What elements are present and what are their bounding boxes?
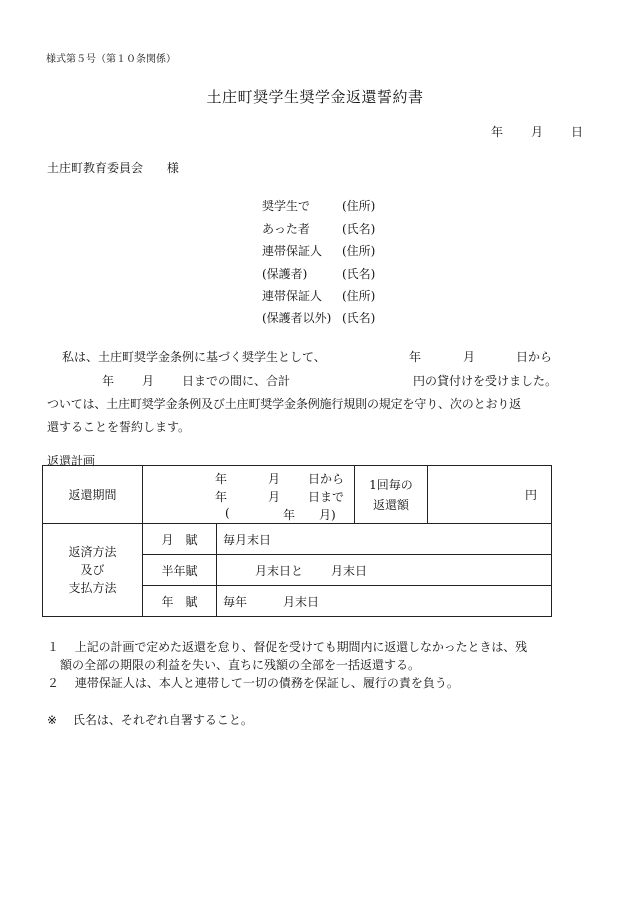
date-month: 月	[531, 125, 544, 139]
period-to-day: 日まで	[308, 489, 345, 504]
signatory-label: 奨学生で	[262, 199, 311, 213]
signatory-row	[262, 242, 322, 259]
page-title: 土庄町奨学生奨学金返還誓約書	[206, 88, 424, 106]
signatory-field[interactable]: (氏名)	[342, 222, 376, 236]
method-detail-b: 月末日	[331, 563, 368, 578]
note-text: 上記の計画で定めた返還を怠り、督促を受けても期間内に返還しなかったときは、残	[74, 640, 528, 654]
addressee-honorific: 様	[166, 161, 179, 175]
note-text: 連帯保証人は、本人と連帯して一切の債務を保証し、履行の責を負う。	[74, 676, 459, 690]
method-label-line: 及び	[80, 563, 105, 577]
signatory-row	[262, 220, 310, 237]
method-detail-a: 毎年	[223, 594, 248, 609]
method-detail[interactable]	[217, 555, 552, 586]
method-detail[interactable]	[217, 586, 552, 617]
period-paren-month: 月)	[319, 507, 336, 522]
method-detail-a: 月末日と	[255, 563, 304, 578]
footnote-text: 氏名は、それぞれ自署すること。	[72, 713, 253, 727]
period-from-year: 年	[215, 471, 228, 486]
note-number: １	[47, 640, 60, 654]
body-month-2: 月	[142, 374, 155, 388]
period-from-month: 月	[268, 471, 281, 486]
period-paren-open: (	[225, 505, 230, 520]
signatory-field[interactable]: (氏名)	[342, 267, 376, 281]
signatory-label: 連帯保証人	[262, 289, 323, 303]
footnote-mark: ※	[47, 713, 58, 727]
body-line-4: 還することを誓約します。	[47, 420, 191, 434]
signatory-field[interactable]: (氏名)	[342, 311, 376, 325]
signatory-field[interactable]: (住所)	[342, 289, 376, 303]
addressee-name: 土庄町教育委員会	[47, 161, 144, 175]
signatory-row	[262, 265, 307, 282]
table-row	[43, 466, 552, 524]
date-year: 年	[491, 125, 504, 139]
signatory-row	[262, 197, 310, 214]
method-type: 半年賦	[143, 555, 217, 586]
method-type: 年 賦	[143, 586, 217, 617]
date-day: 日	[571, 125, 584, 139]
period-to-month: 月	[268, 489, 281, 504]
method-label	[43, 524, 143, 617]
period-from-day: 日から	[308, 471, 345, 486]
per-payment-label-line: 1回毎の	[369, 477, 413, 492]
plan-section-label: 返還計画	[47, 454, 96, 468]
method-detail-a: 毎月末日	[223, 532, 272, 547]
method-detail-b: 月末日	[283, 594, 320, 609]
repayment-plan-table	[42, 465, 552, 617]
body-year-2: 年	[102, 374, 115, 388]
period-label: 返還期間	[43, 466, 143, 524]
signatory-label: あった者	[262, 222, 310, 236]
signatory-label: (保護者以外)	[262, 311, 332, 325]
body-line-1: 私は、土庄町奨学金条例に基づく奨学生として、	[62, 350, 326, 364]
period-cell[interactable]	[143, 466, 355, 524]
note-number: ２	[47, 676, 60, 690]
note-1-continued: 額の全部の期限の利益を失い、直ちに残額の全部を一括返還する。	[60, 658, 421, 672]
note-1	[47, 638, 527, 655]
body-line-3: ついては、土庄町奨学金条例及び土庄町奨学金条例施行規則の規定を守り、次のとおり返	[47, 397, 522, 411]
body-month-1: 月	[463, 350, 476, 364]
body-year-1: 年	[409, 350, 422, 364]
body-line-2b: 円の貸付けを受けました。	[413, 374, 558, 388]
footnote	[47, 711, 253, 728]
method-type: 月 賦	[143, 524, 217, 555]
table-row	[43, 524, 552, 555]
signatory-row	[262, 309, 331, 326]
amount-unit: 円	[524, 488, 537, 502]
form-number: 様式第５号（第１０条関係）	[46, 54, 176, 65]
per-payment-label-line: 返還額	[372, 497, 409, 512]
body-day-1: 日から	[516, 350, 553, 364]
signatory-label: 連帯保証人	[262, 244, 323, 258]
signatory-field[interactable]: (住所)	[342, 244, 376, 258]
signatory-label: (保護者)	[262, 267, 308, 281]
body-line-2a: 日までの間に、合計	[182, 374, 291, 388]
signatory-row	[262, 287, 322, 304]
amount-cell[interactable]	[428, 466, 552, 524]
per-payment-label	[355, 466, 428, 524]
period-to-year: 年	[215, 489, 228, 504]
addressee	[47, 159, 179, 176]
method-label-line: 支払方法	[68, 581, 117, 595]
signatory-field[interactable]: (住所)	[342, 199, 376, 213]
method-label-line: 返済方法	[68, 545, 117, 559]
period-paren-year: 年	[283, 507, 296, 522]
method-detail[interactable]	[217, 524, 552, 555]
note-2	[47, 674, 459, 691]
